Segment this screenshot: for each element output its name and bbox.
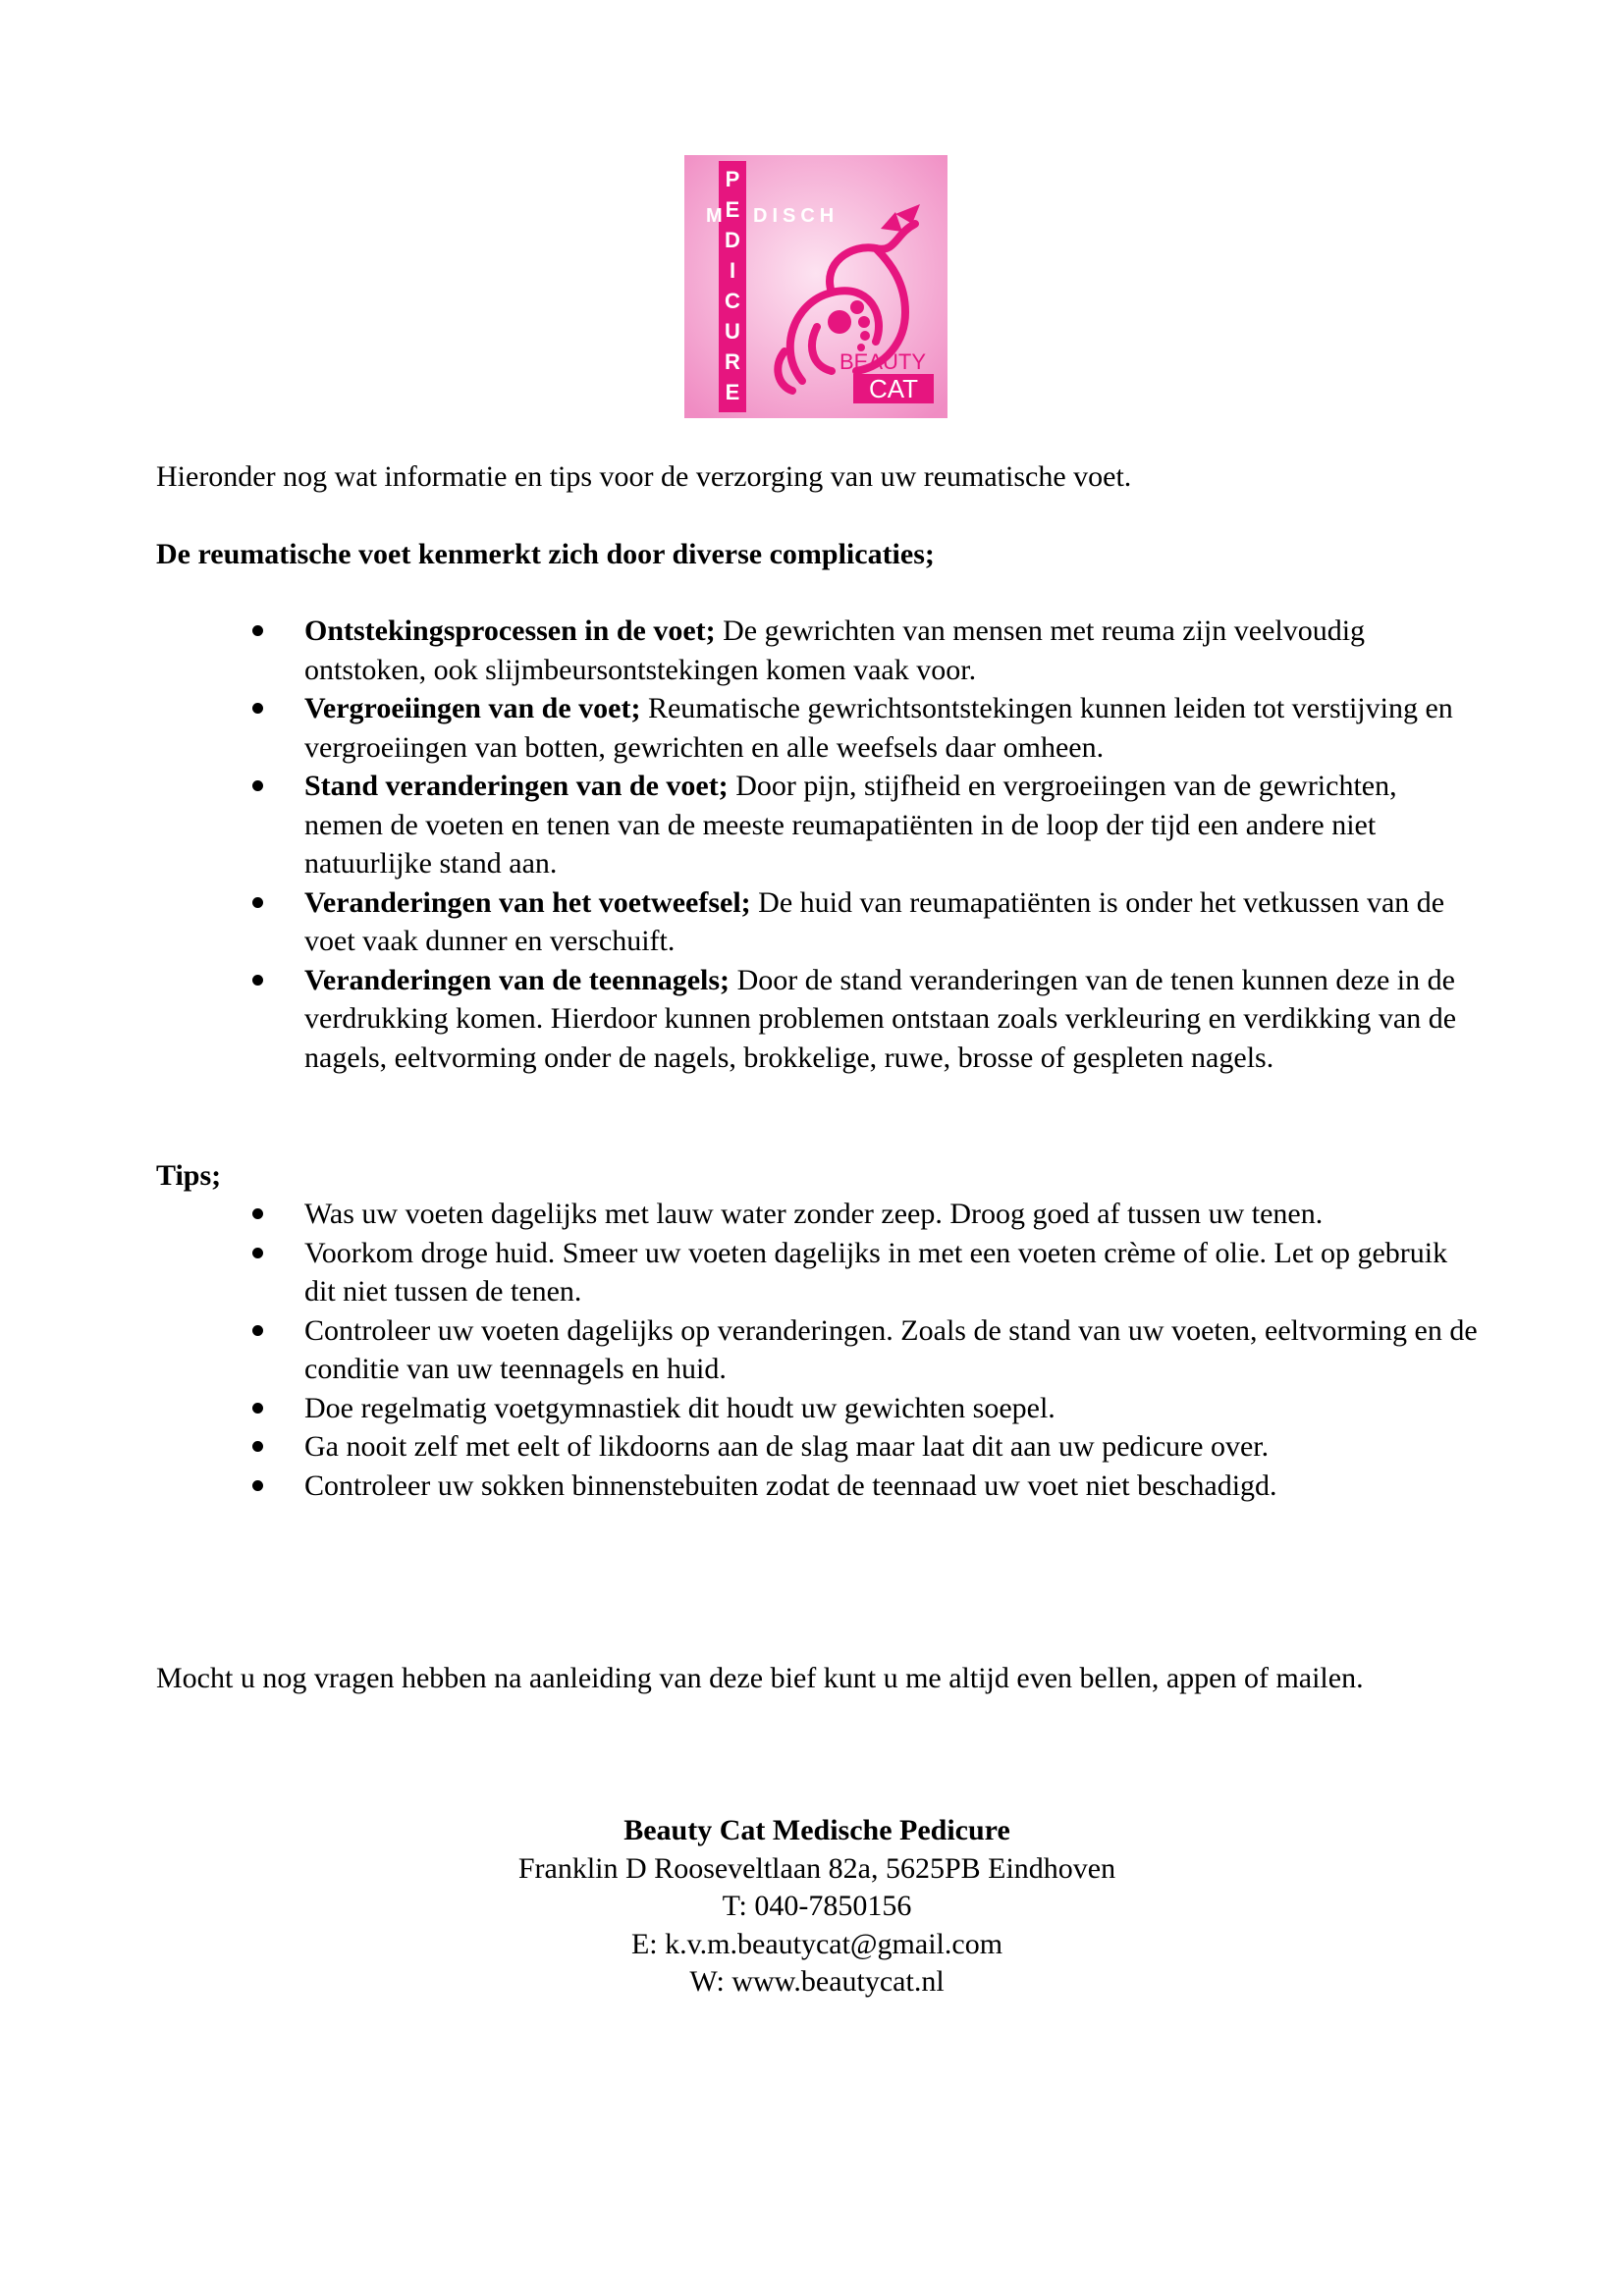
svg-text:E: E: [725, 380, 740, 404]
complication-text: Door pijn, stijfheid en vergroeiingen van de gewrichten, nemen de voeten en tenen van de meeste reumapatiënten in de loop der tijd een andere niet natuurlijke stand aan.: [304, 770, 1397, 880]
bullet-icon: [252, 780, 263, 791]
bullet-icon: [252, 703, 263, 714]
bullet-icon: [252, 1403, 263, 1414]
list-item: [0, 1427, 1483, 1467]
svg-text:BEAUTY: BEAUTY: [839, 349, 927, 374]
bullet-icon: [252, 1441, 263, 1452]
complication-text: Reumatische gewrichtsontstekingen kunnen leiden tot verstijving en vergroeiingen van botten, gewrichten en alle weefsels daar omheen.: [304, 692, 1453, 764]
list-item: [0, 689, 1483, 767]
list-item: [0, 1234, 1483, 1311]
svg-text:M: M: [706, 205, 723, 227]
list-item: [0, 612, 1483, 689]
company-name: Beauty Cat Medische Pedicure: [623, 1814, 1010, 1846]
svg-text:I: I: [729, 258, 736, 283]
contact-block: [0, 1812, 1624, 2002]
intro-text: Hieronder nog wat informatie en tips voor de verzorging van uw reumatische voet.: [156, 460, 1132, 493]
bullet-icon: [252, 625, 263, 636]
tip-text: Was uw voeten dagelijks met lauw water zonder zeep. Droog goed af tussen uw tenen.: [304, 1198, 1324, 1230]
beautycat-logo: [684, 155, 947, 418]
website: W: www.beautycat.nl: [689, 1965, 945, 1998]
complications-heading: De reumatische voet kenmerkt zich door diverse complicaties;: [156, 538, 935, 570]
tip-text: Voorkom droge huid. Smeer uw voeten dagelijks in met een voeten crème of olie. Let op gebruik dit niet tussen de tenen.: [304, 1236, 1448, 1308]
complications-list: [0, 612, 1483, 1077]
svg-text:D: D: [725, 228, 740, 252]
svg-text:DISCH: DISCH: [753, 205, 839, 227]
tip-text: Doe regelmatig voetgymnastiek dit houdt uw gewichten soepel.: [304, 1391, 1056, 1424]
list-item: [0, 961, 1483, 1078]
complication-title: Ontstekingsprocessen in de voet;: [304, 614, 716, 647]
svg-text:CAT: CAT: [868, 374, 919, 403]
bullet-icon: [252, 1480, 263, 1491]
closing-text: Mocht u nog vragen hebben na aanleiding van deze bief kunt u me altijd even bellen, appen of mailen.: [156, 1662, 1364, 1694]
phone: T: 040-7850156: [722, 1890, 912, 1922]
email: E: k.v.m.beautycat@gmail.com: [630, 1927, 1003, 1960]
complication-title: Stand veranderingen van de voet;: [304, 770, 729, 802]
bullet-icon: [252, 1325, 263, 1336]
logo-letter: P: [725, 167, 740, 191]
svg-text:R: R: [725, 349, 740, 374]
list-item: [0, 883, 1483, 961]
complication-title: Vergroeiingen van de voet;: [304, 692, 641, 724]
tips-list: [0, 1195, 1483, 1505]
complication-text: De gewrichten van mensen met reuma zijn veelvoudig ontstoken, ook slijmbeursontstekingen komen vaak voor.: [304, 614, 1366, 686]
tips-heading: Tips;: [156, 1159, 222, 1192]
bullet-icon: [252, 1208, 263, 1219]
tip-text: Controleer uw sokken binnenstebuiten zodat de teennaad uw voet niet beschadigd.: [304, 1468, 1277, 1502]
list-item: [0, 767, 1483, 883]
tip-text: Controleer uw voeten dagelijks op veranderingen. Zoals de stand van uw voeten, eeltvorming en de conditie van uw teennagels en huid.: [304, 1313, 1478, 1385]
list-item: [0, 1311, 1483, 1389]
svg-text:U: U: [725, 319, 740, 344]
bullet-icon: [252, 975, 263, 986]
list-item: [0, 1467, 1483, 1506]
tip-text: Ga nooit zelf met eelt of likdoorns aan de slag maar laat dit aan uw pedicure over.: [304, 1430, 1270, 1463]
cat-foot-logo-icon: [684, 155, 947, 418]
complication-text: Door de stand veranderingen van de tenen kunnen deze in de verdrukking komen. Hierdoor kunnen problemen ontstaan zoals verkleuring en verdikking van de nagels, eeltvorming onder de nagels, brokkelige, ruwe, brosse of gespleten nagels.: [304, 963, 1457, 1074]
address: Franklin D Rooseveltlaan 82a, 5625PB Eindhoven: [517, 1851, 1116, 1885]
bullet-icon: [252, 1248, 263, 1258]
complication-title: Veranderingen van de teennagels;: [304, 963, 731, 996]
bullet-icon: [252, 897, 263, 908]
svg-text:E: E: [725, 197, 740, 222]
list-item: [0, 1389, 1483, 1428]
complication-text: De huid van reumapatiënten is onder het vetkussen van de voet vaak dunner en verschuift.: [304, 885, 1445, 957]
list-item: [0, 1195, 1483, 1234]
complication-title: Veranderingen van het voetweefsel;: [304, 885, 751, 919]
svg-text:C: C: [725, 289, 740, 313]
